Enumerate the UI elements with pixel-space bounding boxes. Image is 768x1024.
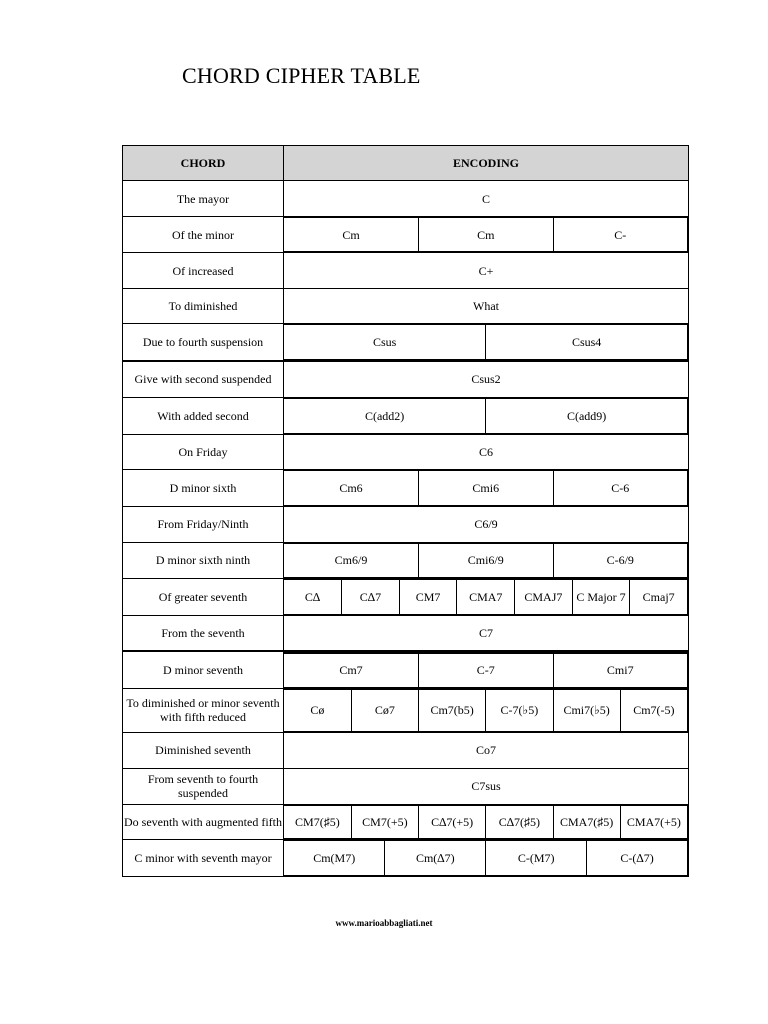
encoding-cell [284, 324, 689, 362]
encoding-cell: C [284, 181, 689, 217]
encoding-variant: Cm7(b5) [419, 689, 486, 731]
encoding-variant: C(add9) [486, 398, 688, 433]
table-row [123, 289, 689, 324]
encoding-variant: Cm6 [284, 470, 419, 505]
encoding-variant: C∆7(+5) [419, 805, 486, 838]
encoding-variants [284, 470, 688, 506]
table-row [123, 804, 689, 839]
chord-name-cell: Of increased [123, 253, 284, 289]
encoding-variant: C-7(♭5) [486, 689, 553, 731]
encoding-cell: Csus2 [284, 361, 689, 397]
encoding-variant: Cmi6 [419, 470, 554, 505]
encoding-variant: Cm [419, 218, 554, 252]
chord-name-cell: Due to fourth suspension [123, 324, 284, 362]
encoding-variants [284, 217, 688, 252]
footer-url: www.marioabbagliati.net [335, 918, 433, 928]
encoding-cell [284, 578, 689, 615]
table-row [123, 324, 689, 362]
encoding-variant: C-(M7) [486, 840, 587, 875]
encoding-variant: C-6/9 [553, 543, 688, 577]
encoding-variant: Cm [284, 218, 419, 252]
encoding-variants [284, 579, 688, 615]
chord-name-cell: Of greater seventh [123, 578, 284, 615]
chord-name-cell: Give with second suspended [123, 361, 284, 397]
encoding-variant: C-7 [419, 653, 554, 687]
encoding-cell [284, 839, 689, 876]
encoding-variants [284, 805, 688, 839]
encoding-cell [284, 688, 689, 732]
encoding-variant: CMA7(♯5) [553, 805, 620, 838]
chord-name-cell: The mayor [123, 181, 284, 217]
chord-name-cell: On Friday [123, 434, 284, 469]
chord-name-cell: Do seventh with augmented fifth [123, 804, 284, 839]
encoding-variant: Cm6/9 [284, 543, 419, 577]
encoding-variant: C∆7 [342, 579, 400, 614]
table-row [123, 651, 689, 688]
chord-name-cell: From Friday/Ninth [123, 506, 284, 542]
table-row [123, 688, 689, 732]
encoding-variant: CM7(♯5) [284, 805, 351, 838]
encoding-cell: C7 [284, 615, 689, 651]
encoding-cell: C+ [284, 253, 689, 289]
encoding-variant: Cm(M7) [284, 840, 385, 875]
encoding-variant: CMA7(+5) [620, 805, 687, 838]
chord-name-cell: D minor sixth [123, 469, 284, 506]
page-title: CHORD CIPHER TABLE [182, 63, 421, 88]
table-row [123, 768, 689, 804]
header-chord: CHORD [123, 146, 284, 181]
table-row [123, 181, 689, 217]
encoding-variant: C∆7(♯5) [486, 805, 553, 838]
table-row [123, 732, 689, 768]
encoding-cell [284, 542, 689, 578]
encoding-variant: Cmi7(♭5) [553, 689, 620, 731]
encoding-variant: CM7 [399, 579, 457, 614]
chord-name-cell: From the seventh [123, 615, 284, 651]
encoding-variant: Cmaj7 [630, 579, 688, 614]
table-header-row [123, 146, 689, 181]
table-row [123, 542, 689, 578]
encoding-variant: Csus4 [486, 325, 688, 360]
encoding-cell: Co7 [284, 732, 689, 768]
chord-name-cell: Diminished seventh [123, 732, 284, 768]
encoding-variant: Cø [284, 689, 351, 731]
chord-name-cell: With added second [123, 397, 284, 434]
chord-name-cell: To diminished [123, 289, 284, 324]
encoding-cell [284, 397, 689, 434]
encoding-variant: Cmi6/9 [419, 543, 554, 577]
header-encoding: ENCODING [284, 146, 689, 181]
encoding-variant: Cmi7 [553, 653, 688, 687]
chord-name-cell: D minor seventh [123, 651, 284, 688]
table-row [123, 578, 689, 615]
encoding-variants [284, 652, 688, 688]
chord-name-cell: D minor sixth ninth [123, 542, 284, 578]
chord-name-cell: Of the minor [123, 217, 284, 253]
encoding-cell [284, 651, 689, 688]
encoding-variant: Cø7 [351, 689, 418, 731]
encoding-variant: CMAJ7 [515, 579, 573, 614]
table-row [123, 397, 689, 434]
encoding-variants [284, 543, 688, 578]
chord-name-cell: C minor with seventh mayor [123, 839, 284, 876]
encoding-variant: C∆ [284, 579, 342, 614]
encoding-cell: C6/9 [284, 506, 689, 542]
table-row [123, 253, 689, 289]
encoding-variant: C-(∆7) [587, 840, 688, 875]
encoding-variant: C(add2) [284, 398, 486, 433]
encoding-variant: Cm(∆7) [385, 840, 486, 875]
chord-name-cell: From seventh to fourth suspended [123, 768, 284, 804]
encoding-variant: C-6 [553, 470, 688, 505]
table-row [123, 469, 689, 506]
table-row [123, 217, 689, 253]
encoding-cell: C6 [284, 434, 689, 469]
table-row [123, 839, 689, 876]
chord-cipher-table [122, 145, 689, 877]
encoding-variants [284, 324, 688, 360]
encoding-variant: Cm7(-5) [620, 689, 687, 731]
encoding-variant: C Major 7 [572, 579, 630, 614]
encoding-variants [284, 398, 688, 434]
encoding-variant: CMA7 [457, 579, 515, 614]
encoding-variant: Csus [284, 325, 486, 360]
encoding-variant: CM7(+5) [351, 805, 418, 838]
chord-name-cell: To diminished or minor seventh with fifth reduced [123, 688, 284, 732]
encoding-variants [284, 840, 688, 876]
encoding-cell: What [284, 289, 689, 324]
table-row [123, 434, 689, 469]
encoding-cell [284, 217, 689, 253]
table-row [123, 615, 689, 651]
encoding-variant: C- [553, 218, 688, 252]
encoding-cell: C7sus [284, 768, 689, 804]
encoding-cell [284, 804, 689, 839]
encoding-variants [284, 689, 688, 732]
table-row [123, 361, 689, 397]
table-row [123, 506, 689, 542]
encoding-cell [284, 469, 689, 506]
encoding-variant: Cm7 [284, 653, 419, 687]
